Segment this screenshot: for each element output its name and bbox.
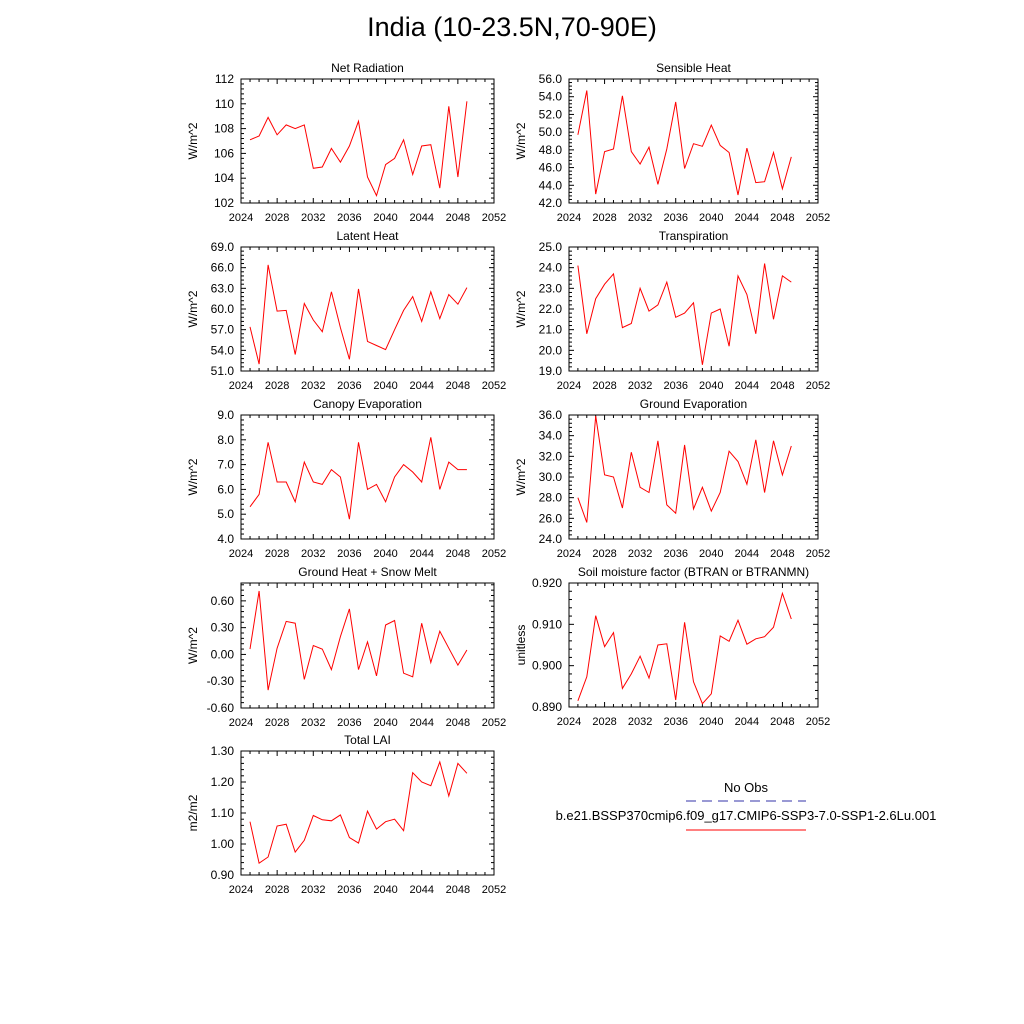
x-tick-label: 2048 xyxy=(445,212,471,224)
x-tick-label: 2044 xyxy=(734,548,760,560)
chart-panel-9 xyxy=(186,733,506,896)
x-tick-label: 2048 xyxy=(770,380,795,392)
x-tick-label: 2040 xyxy=(699,380,724,392)
y-tick-label: 28.0 xyxy=(538,490,562,505)
y-tick-label: 4.0 xyxy=(217,532,234,546)
y-tick-label: 21.0 xyxy=(538,322,562,337)
x-tick-label: 2052 xyxy=(481,548,507,560)
x-tick-label: 2024 xyxy=(228,380,254,392)
x-tick-label: 2028 xyxy=(592,716,617,728)
x-tick-label: 2024 xyxy=(228,884,254,896)
x-tick-label: 2048 xyxy=(445,717,471,729)
x-tick-label: 2040 xyxy=(373,548,398,560)
x-tick-label: 2052 xyxy=(481,212,507,224)
chart-panel-2 xyxy=(514,61,830,224)
x-tick-label: 2048 xyxy=(770,212,795,224)
y-tick-label: 24.0 xyxy=(538,260,562,275)
x-tick-label: 2044 xyxy=(734,716,760,728)
y-tick-label: 0.890 xyxy=(531,700,562,714)
chart-panel-5 xyxy=(186,397,506,560)
x-tick-label: 2048 xyxy=(445,884,471,896)
chart-title: Soil moisture factor (BTRAN or BTRANMN) xyxy=(577,565,810,579)
x-tick-label: 2048 xyxy=(770,716,795,728)
chart-panel-3 xyxy=(186,229,506,392)
y-axis-label: W/m^2 xyxy=(514,290,528,328)
x-tick-label: 2028 xyxy=(592,380,617,392)
y-tick-label: 25.0 xyxy=(538,240,562,254)
y-tick-label: 42.0 xyxy=(538,196,562,210)
y-tick-label: 66.0 xyxy=(210,260,234,275)
x-tick-label: 2036 xyxy=(337,548,362,560)
y-tick-label: 1.10 xyxy=(210,806,234,820)
chart-title: Ground Heat + Snow Melt xyxy=(298,565,437,579)
y-tick-label: 30.0 xyxy=(538,470,562,484)
x-tick-label: 2024 xyxy=(228,717,254,729)
chart-title: Latent Heat xyxy=(336,229,399,243)
y-tick-label: 32.0 xyxy=(538,449,562,464)
x-tick-label: 2032 xyxy=(627,380,653,392)
page-title: India (10-23.5N,70-90E) xyxy=(367,12,657,42)
series-line xyxy=(578,264,791,365)
series-line xyxy=(578,593,791,703)
x-tick-label: 2052 xyxy=(481,717,507,729)
plot-frame xyxy=(569,415,818,539)
x-tick-label: 2032 xyxy=(301,380,326,392)
y-tick-label: 0.90 xyxy=(210,868,234,882)
y-tick-label: 1.20 xyxy=(210,775,234,789)
x-tick-label: 2036 xyxy=(337,884,362,896)
plot-frame xyxy=(241,247,494,371)
chart-title: Canopy Evaporation xyxy=(313,397,422,411)
x-tick-label: 2044 xyxy=(734,212,760,224)
x-tick-label: 2032 xyxy=(301,884,326,896)
x-tick-label: 2024 xyxy=(556,380,582,392)
x-tick-label: 2048 xyxy=(445,548,471,560)
legend xyxy=(556,780,937,830)
series-line xyxy=(578,91,791,196)
y-tick-label: 60.0 xyxy=(210,302,234,316)
y-axis-label: m2/m2 xyxy=(186,794,200,832)
y-tick-label: 0.910 xyxy=(531,617,562,632)
y-tick-label: 104 xyxy=(213,171,234,186)
x-tick-label: 2028 xyxy=(264,884,290,896)
y-tick-label: 7.0 xyxy=(217,457,234,472)
x-tick-label: 2040 xyxy=(699,548,724,560)
y-axis-label: W/m^2 xyxy=(514,458,528,496)
y-tick-label: 22.0 xyxy=(538,302,562,316)
series-line xyxy=(578,416,791,523)
x-tick-label: 2036 xyxy=(337,212,362,224)
y-tick-label: 6.0 xyxy=(217,482,234,497)
y-tick-label: 52.0 xyxy=(538,107,562,122)
x-tick-label: 2028 xyxy=(592,212,617,224)
y-tick-label: 48.0 xyxy=(538,142,562,157)
chart-panel-7 xyxy=(186,565,506,729)
x-tick-label: 2040 xyxy=(699,212,724,224)
x-tick-label: 2024 xyxy=(556,212,582,224)
x-tick-label: 2040 xyxy=(373,884,398,896)
y-tick-label: 57.0 xyxy=(210,322,234,337)
series-line xyxy=(250,762,467,863)
y-tick-label: 8.0 xyxy=(217,432,234,447)
x-tick-label: 2028 xyxy=(264,548,290,560)
x-tick-label: 2044 xyxy=(734,380,760,392)
x-tick-label: 2040 xyxy=(373,380,398,392)
y-tick-label: 108 xyxy=(213,121,234,136)
chart-title: Ground Evaporation xyxy=(639,397,748,411)
x-tick-label: 2052 xyxy=(805,716,831,728)
plot-frame xyxy=(569,247,818,371)
x-tick-label: 2044 xyxy=(409,717,434,729)
y-tick-label: 23.0 xyxy=(538,281,562,296)
x-tick-label: 2040 xyxy=(373,212,398,224)
y-tick-label: 54.0 xyxy=(538,89,562,104)
plot-frame xyxy=(241,583,494,708)
y-tick-label: 69.0 xyxy=(210,240,234,254)
series-line xyxy=(250,591,467,690)
series-line xyxy=(250,101,467,195)
x-tick-label: 2040 xyxy=(699,716,724,728)
chart-panel-4 xyxy=(514,229,830,392)
chart-panel-1 xyxy=(186,61,506,224)
x-tick-label: 2028 xyxy=(264,380,290,392)
legend-obs-label: No Obs xyxy=(723,780,769,795)
chart-panel-8 xyxy=(514,565,830,728)
y-axis-label: W/m^2 xyxy=(186,122,200,160)
x-tick-label: 2052 xyxy=(481,380,507,392)
x-tick-label: 2032 xyxy=(627,212,653,224)
x-tick-label: 2052 xyxy=(805,380,831,392)
x-tick-label: 2036 xyxy=(337,380,362,392)
y-axis-label: W/m^2 xyxy=(186,627,200,664)
x-tick-label: 2036 xyxy=(663,716,688,728)
y-tick-label: 5.0 xyxy=(217,507,234,522)
plot-frame xyxy=(569,79,818,203)
chart-title: Total LAI xyxy=(344,733,391,747)
x-tick-label: 2032 xyxy=(301,548,326,560)
y-tick-label: -0.30 xyxy=(206,674,234,689)
series-line xyxy=(250,265,467,364)
y-tick-label: 54.0 xyxy=(210,343,234,358)
x-tick-label: 2024 xyxy=(556,716,582,728)
x-tick-label: 2032 xyxy=(301,717,326,729)
x-tick-label: 2052 xyxy=(805,548,831,560)
y-axis-label: W/m^2 xyxy=(186,458,200,496)
y-tick-label: 110 xyxy=(214,96,234,111)
y-tick-label: 0.920 xyxy=(531,576,562,590)
chart-title: Transpiration xyxy=(658,229,729,243)
y-tick-label: 112 xyxy=(214,72,234,86)
x-tick-label: 2044 xyxy=(409,884,434,896)
legend-model-label: b.e21.BSSP370cmip6.f09_g17.CMIP6-SSP3-7.0-SSP1-2.6Lu.001 xyxy=(555,808,937,823)
x-tick-label: 2040 xyxy=(373,717,398,729)
x-tick-label: 2036 xyxy=(663,380,688,392)
y-tick-label: 26.0 xyxy=(538,511,562,526)
x-tick-label: 2036 xyxy=(663,212,688,224)
y-tick-label: 0.900 xyxy=(531,658,562,673)
y-tick-label: 36.0 xyxy=(538,408,562,422)
y-tick-label: 44.0 xyxy=(538,178,562,193)
y-tick-label: 0.60 xyxy=(210,593,234,608)
x-tick-label: 2028 xyxy=(592,548,617,560)
x-tick-label: 2032 xyxy=(627,548,653,560)
y-tick-label: 51.0 xyxy=(210,364,234,378)
y-tick-label: -0.60 xyxy=(206,701,234,715)
x-tick-label: 2044 xyxy=(409,380,434,392)
y-tick-label: 1.30 xyxy=(210,744,234,758)
y-axis-label: W/m^2 xyxy=(186,290,200,328)
x-tick-label: 2036 xyxy=(337,717,362,729)
y-tick-label: 56.0 xyxy=(538,72,562,86)
x-tick-label: 2028 xyxy=(264,212,290,224)
y-tick-label: 19.0 xyxy=(538,364,562,378)
y-tick-label: 63.0 xyxy=(210,281,234,296)
y-tick-label: 20.0 xyxy=(538,343,562,358)
y-tick-label: 9.0 xyxy=(217,408,234,422)
x-tick-label: 2036 xyxy=(663,548,688,560)
x-tick-label: 2032 xyxy=(301,212,326,224)
y-axis-label: W/m^2 xyxy=(514,122,528,160)
x-tick-label: 2024 xyxy=(228,548,254,560)
y-tick-label: 24.0 xyxy=(538,532,562,546)
y-tick-label: 102 xyxy=(213,196,234,210)
x-tick-label: 2024 xyxy=(556,548,582,560)
x-tick-label: 2052 xyxy=(805,212,831,224)
x-tick-label: 2028 xyxy=(264,717,290,729)
x-tick-label: 2048 xyxy=(445,380,471,392)
y-tick-label: 106 xyxy=(213,146,234,161)
chart-title: Sensible Heat xyxy=(656,61,731,75)
chart-panel-6 xyxy=(514,397,830,560)
y-tick-label: 1.00 xyxy=(210,837,234,851)
series-line xyxy=(250,437,467,519)
x-tick-label: 2044 xyxy=(409,212,434,224)
plot-frame xyxy=(241,415,494,539)
x-tick-label: 2024 xyxy=(228,212,254,224)
x-tick-label: 2044 xyxy=(409,548,434,560)
y-axis-label: unitless xyxy=(514,624,528,666)
y-tick-label: 50.0 xyxy=(538,125,562,140)
chart-title: Net Radiation xyxy=(331,61,404,75)
x-tick-label: 2052 xyxy=(481,884,507,896)
y-tick-label: 34.0 xyxy=(538,428,562,443)
x-tick-label: 2048 xyxy=(770,548,795,560)
y-tick-label: 0.30 xyxy=(210,620,234,635)
y-tick-label: 0.00 xyxy=(210,647,234,662)
y-tick-label: 46.0 xyxy=(538,160,562,175)
plot-frame xyxy=(241,79,494,203)
x-tick-label: 2032 xyxy=(627,716,653,728)
